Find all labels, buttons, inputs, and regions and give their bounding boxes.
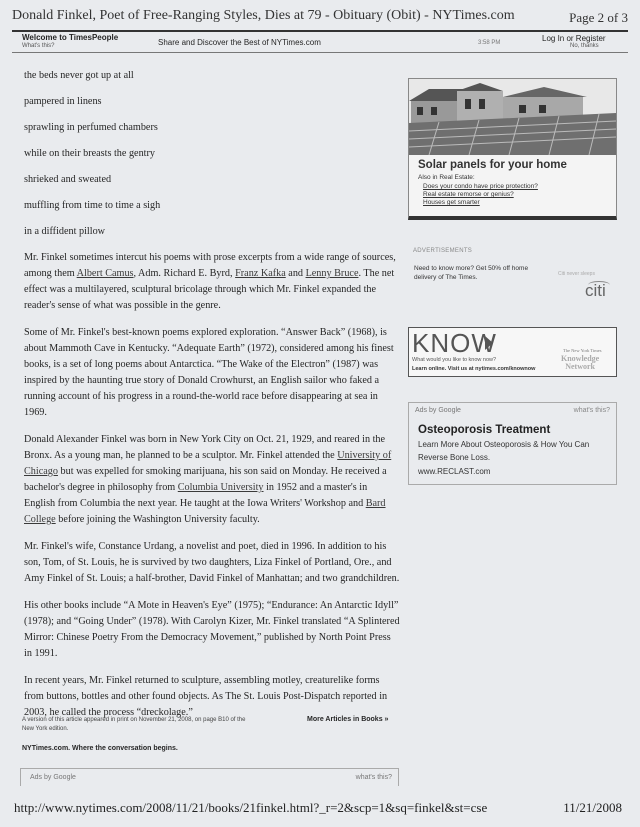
article-body (24, 68, 400, 732)
google-ad-box (408, 402, 617, 485)
know-question: What would you like to know now? (412, 357, 497, 363)
link-lenny-bruce[interactable]: Lenny Bruce (305, 268, 359, 279)
citi-tagline: Citi never sleeps (558, 271, 595, 277)
promo-link[interactable]: Houses get smarter (423, 199, 480, 206)
google-ad-url[interactable]: www.RECLAST.com (418, 467, 491, 476)
whats-this-link[interactable]: What's this? (22, 43, 55, 49)
poem-line: while on their breasts the gentry (24, 148, 155, 159)
conversation-tagline: NYTimes.com. Where the conversation begins. (22, 745, 178, 752)
text-run: , Adm. Richard E. Byrd, (133, 268, 236, 279)
promo-subheading: Also in Real Estate: (418, 174, 475, 181)
link-bard-college[interactable]: Bard College (24, 498, 386, 525)
knowledge-word: Knowledge (561, 354, 600, 363)
page-number: Page 2 of 3 (569, 10, 628, 25)
poem-line: muffling from time to time a sigh (24, 200, 161, 211)
nyt-small-logo: The New York Times (563, 348, 602, 353)
article-paragraph: Some of Mr. Finkel's best-known poems explored exploration. “Answer Back” (1968), is about Mammoth Cave in Kentucky. “Adequate Earth” (1972), considered among his finest books, is a set of long poems about Antarctica. “The Wake of the Electron” (1987) was inspired by the haunting true story of Donald Crowhurst, an English sailor who faked a running account of his progress in a round-the-world race before disappearing at sea in 1969. (24, 327, 394, 418)
ads-by-google-bottom (20, 768, 399, 786)
text-run: and (285, 268, 306, 279)
login-link[interactable]: Log In or Register (542, 34, 606, 43)
timestamp: 3:58 PM (478, 40, 501, 46)
article-paragraph (24, 432, 400, 528)
ads-by-google-label: Ads by Google (30, 774, 76, 781)
link-albert-camus[interactable]: Albert Camus (76, 268, 134, 279)
link-columbia-university[interactable]: Columbia University (177, 482, 264, 493)
poem-line: pampered in linens (24, 96, 102, 107)
citi-logo[interactable]: citi (585, 281, 606, 300)
page-url: http://www.nytimes.com/2008/11/21/books/21finkel.html?_r=2&scp=1&sq=finkel&st=cse (14, 800, 488, 815)
page-title: Donald Finkel, Poet of Free-Ranging Styles, Dies at 79 - Obituary (Obit) - NYTimes.com (12, 8, 515, 23)
solar-panels-promo[interactable] (408, 78, 617, 220)
article-paragraph (24, 250, 400, 314)
timespeople-bar (12, 30, 628, 53)
knowledge-network-logo (561, 355, 599, 371)
article-paragraph: His other books include “A Mote in Heaven's Eye” (1975); “Endurance: An Antarctic Idyll” (1978); and “Going Under” (1978). With Carolyn Kizer, Mr. Finkel translated “A Splintered Mirror: Chinese Poetry From the Democracy Movement,” published by North Point Press in 1991. (24, 600, 400, 659)
play-arrow-icon (485, 336, 493, 350)
text-run: before joining the Washington University faculty. (55, 514, 260, 525)
text-run: in 1952 and a master's in English from Columbia the next year. He taught at the Iowa Writers' Workshop and (24, 482, 368, 509)
ads-by-google-label: Ads by Google (415, 407, 461, 414)
knowledge-network-ad[interactable] (408, 327, 617, 377)
poem-line: shrieked and sweated (24, 174, 112, 185)
article-paragraph: In recent years, Mr. Finkel returned to sculpture, assembling motley, creaturelike forms from buttons, bottles and other found objects. As The St. Louis Post-Dispatch reported in 2003, he called the process “dreckolage.” (24, 675, 388, 718)
poem-line: in a diffident pillow (24, 226, 106, 237)
timespeople-welcome[interactable]: Welcome to TimesPeople (22, 33, 119, 42)
poem-line: the beds never got up at all (24, 70, 134, 81)
house-photo (409, 79, 616, 155)
promo-heading[interactable]: Solar panels for your home (418, 159, 567, 171)
text-run: but was expelled for smoking marijuana, his son said on Monday. He received a bachelor's degree in philosophy from (24, 466, 387, 493)
network-word: Network (565, 362, 595, 371)
know-wordmark: KNOW (412, 328, 497, 358)
whats-this-link[interactable]: what's this? (355, 774, 392, 781)
home-delivery-ad[interactable]: Need to know more? Get 50% off home delivery of The Times. (414, 265, 529, 281)
link-franz-kafka[interactable]: Franz Kafka (235, 268, 286, 279)
print-edition-note: A version of this article appeared in print on November 21, 2008, on page B10 of the New York edition. (22, 717, 246, 732)
advertisements-label: ADVERTISEMENTS (413, 248, 473, 254)
promo-link[interactable]: Real estate remorse or genius? (423, 191, 514, 198)
know-learn-link[interactable]: Learn online. Visit us at nytimes.com/knownow (412, 366, 536, 372)
google-ad-body: Learn More About Osteoporosis & How You Can Reverse Bone Loss. (418, 440, 590, 462)
more-articles-link[interactable]: More Articles in Books » (307, 716, 389, 723)
poem-line: sprawling in perfumed chambers (24, 122, 158, 133)
print-date: 11/21/2008 (563, 800, 622, 815)
article-paragraph: Mr. Finkel's wife, Constance Urdang, a novelist and poet, died in 1996. In addition to his son, Tom, of St. Louis, he is survived by two daughters, Liza Finkel of Portland, Ore., and Amy Finkel of St. Louis; a half-brother, David Finkel of Manhattan; and two grandchildren. (24, 541, 400, 584)
text-run: Donald Alexander Finkel was born in New York City on Oct. 21, 1929, and reared in the Bronx. As a young man, he planned to be a sculptor. Mr. Finkel attended the (24, 434, 386, 461)
share-tagline: Share and Discover the Best of NYTimes.com (158, 38, 321, 47)
google-ad-heading[interactable]: Osteoporosis Treatment (418, 424, 551, 436)
no-thanks-link[interactable]: No, thanks (570, 43, 599, 49)
text-run: Mr. Finkel sometimes intercut his poems with prose excerpts from a wide range of sources, among them (24, 252, 396, 279)
whats-this-link[interactable]: what's this? (573, 407, 610, 414)
text-run: . The net effect was a multilayered, sculptural bricolage through which Mr. Finkel expanded the reader's sense of what was possible in the genre. (24, 268, 395, 311)
link-university-of-chicago[interactable]: University of Chicago (24, 450, 392, 477)
promo-link[interactable]: Does your condo have price protection? (423, 183, 538, 190)
